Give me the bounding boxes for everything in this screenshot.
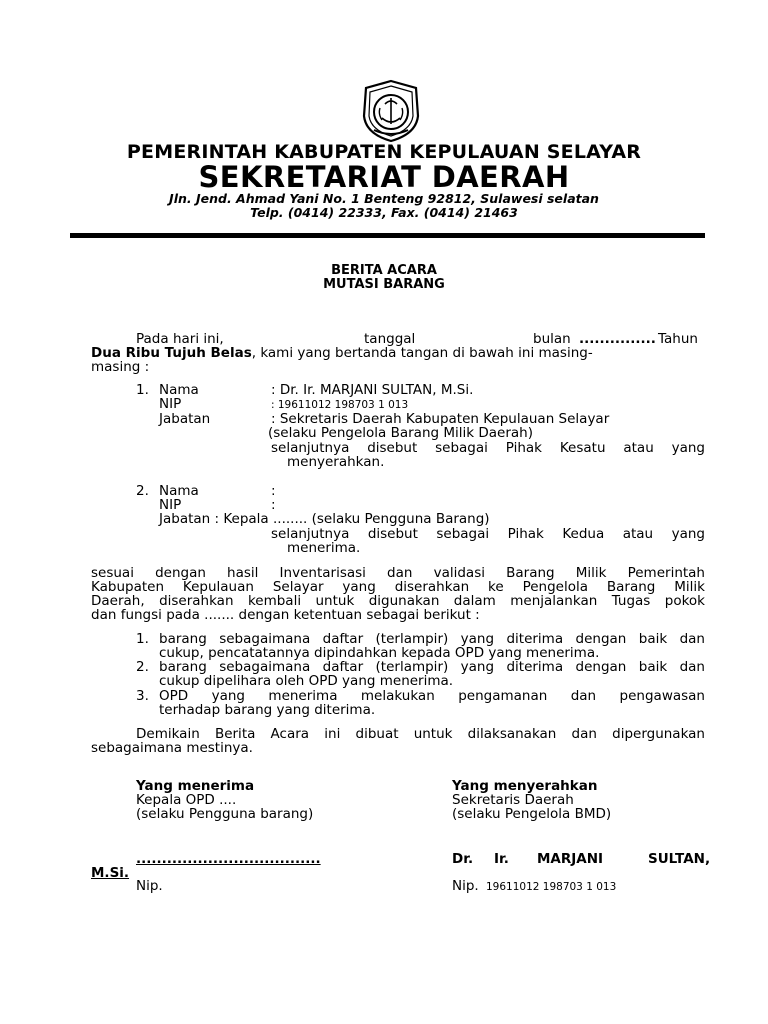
sign-right-name-part: Ir.: [494, 851, 509, 867]
letterhead-office: SEKRETARIAT DAERAH: [198, 160, 570, 194]
party2-name-value: :: [271, 483, 276, 499]
sign-right-name-part: Dr.: [452, 851, 474, 867]
document-subtitle: MUTASI BARANG: [323, 277, 445, 292]
letterhead-government: PEMERINTAH KABUPATEN KEPULAUAN SELAYAR: [126, 141, 642, 163]
term-text: OPD yang menerima melakukan pengamanan dan pengawasan: [159, 688, 705, 704]
opening-word: Pada hari ini,: [136, 331, 224, 347]
document-title: BERITA ACARA: [331, 263, 437, 278]
opening-year: Dua Ribu Tujuh Belas: [91, 345, 252, 361]
term-text: barang sebagaimana daftar (terlampir) yang diterima dengan baik dan: [159, 659, 705, 675]
term-text-cont: terhadap barang yang diterima.: [159, 702, 376, 718]
party1-position-value: : Sekretaris Daerah Kabupaten Kepulauan Selayar: [271, 411, 610, 427]
party1-description-cont: menyerahkan.: [287, 454, 385, 470]
opening-line3: masing :: [91, 359, 150, 375]
term-number: 1.: [136, 631, 149, 647]
letterhead-phone: Telp. (0414) 22333, Fax. (0414) 21463: [250, 205, 518, 220]
party2-number: 2.: [136, 483, 149, 499]
party2-description-cont: menerima.: [287, 540, 361, 556]
sign-left-role: Kepala OPD ....: [136, 792, 237, 808]
party1-position-label: Jabatan: [159, 411, 211, 427]
party1-description: selanjutnya disebut sebagai Pihak Kesatu atau yang: [271, 440, 705, 456]
sign-right-role: Sekretaris Daerah: [452, 792, 574, 808]
closing-text: Demikain Berita Acara ini dibuat untuk dilaksanakan dan dipergunakan: [136, 726, 705, 742]
opening-text: , kami yang bertanda tangan di bawah ini masing-: [251, 345, 593, 361]
opening-line2: [91, 345, 593, 361]
party1-name-value: : Dr. Ir. MARJANI SULTAN, M.Si.: [271, 382, 474, 398]
opening-word: bulan: [533, 331, 571, 347]
sign-left-name: ....................................: [136, 851, 321, 867]
party1-number: 1.: [136, 382, 149, 398]
closing-text-cont: sebagaimana mestinya.: [91, 740, 253, 756]
party1-name-label: Nama: [159, 382, 199, 398]
party2-position: Jabatan : Kepala ........ (selaku Pengguna Barang): [159, 511, 490, 527]
opening-date-placeholder: ...............: [579, 331, 656, 347]
party1-position-note: (selaku Pengelola Barang Milik Daerah): [268, 425, 534, 441]
sign-left-heading: Yang menerima: [136, 778, 255, 794]
term-text-cont: cukup, pencatatannya dipindahkan kepada OPD yang menerima.: [159, 645, 600, 661]
sign-right-name-part: MARJANI: [537, 851, 604, 867]
sign-right-name-cont: M.Si.: [91, 865, 130, 881]
term-text: barang sebagaimana daftar (terlampir) yang diterima dengan baik dan: [159, 631, 705, 647]
sign-left-nip: Nip.: [136, 878, 163, 894]
term-text-cont: cukup dipelihara oleh OPD yang menerima.: [159, 673, 454, 689]
sign-right-nip-value: 19611012 198703 1 013: [486, 881, 617, 893]
party2-nip-value: :: [271, 497, 276, 513]
party2-description: selanjutnya disebut sebagai Pihak Kedua atau yang: [271, 526, 705, 542]
sign-right-note: (selaku Pengelola BMD): [452, 806, 612, 822]
party2-nip-label: NIP: [159, 497, 182, 513]
term-number: 2.: [136, 659, 149, 675]
letterhead-divider: [70, 233, 705, 238]
body-line: dan fungsi pada ....... dengan ketentuan sebagai berikut :: [91, 607, 480, 623]
body-line: Daerah, diserahkan kembali untuk digunakan dalam menjalankan Tugas pokok: [91, 593, 705, 609]
term-number: 3.: [136, 688, 149, 704]
letterhead-address: Jln. Jend. Ahmad Yani No. 1 Benteng 92812, Sulawesi selatan: [169, 191, 599, 206]
sign-right-name-part: SULTAN,: [648, 851, 711, 867]
body-line: Kabupaten Kepulauan Selayar yang diserahkan ke Pengelola Barang Milik: [91, 579, 705, 595]
party1-nip-value: : 19611012 198703 1 013: [271, 399, 409, 411]
opening-word: Tahun: [658, 331, 698, 347]
regency-emblem-icon: [358, 78, 424, 144]
sign-left-note: (selaku Pengguna barang): [136, 806, 314, 822]
sign-right-nip-label: Nip.: [452, 878, 479, 894]
party2-name-label: Nama: [159, 483, 199, 499]
body-line: sesuai dengan hasil Inventarisasi dan validasi Barang Milik Pemerintah: [91, 565, 705, 581]
party1-nip-label: NIP: [159, 396, 182, 412]
sign-right-heading: Yang menyerahkan: [452, 778, 598, 794]
opening-word: tanggal: [364, 331, 416, 347]
